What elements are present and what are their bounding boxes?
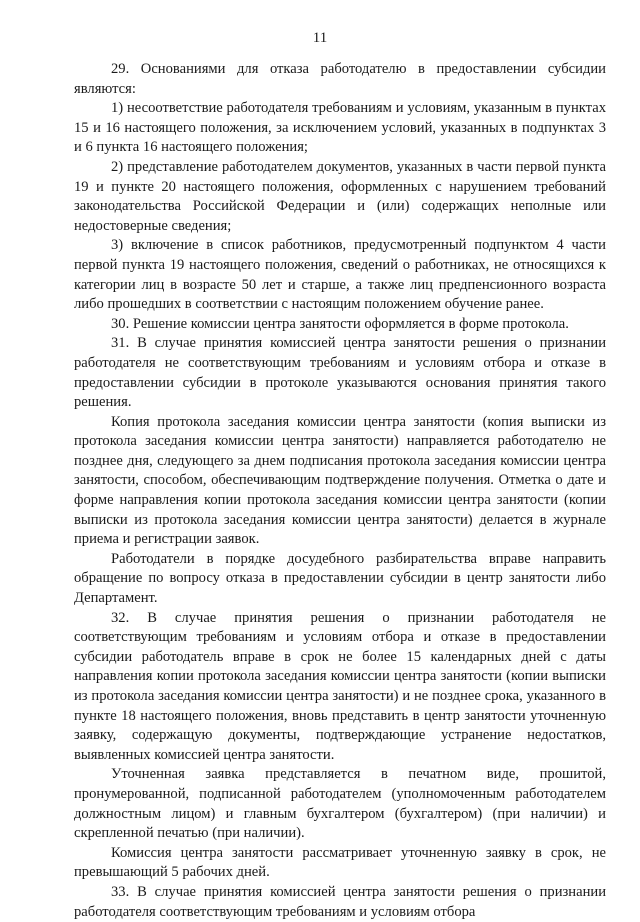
paragraph-29-item-3: 3) включение в список работников, предусмотренный подпунктом 4 части первой пункта 19 настоящего положения, сведений о работниках, не относящихся к категории лиц в возрасте 50 лет и старше, а также лиц предпенсионного возраста либо прошедших в соответствии с настоящим положением обучение ранее.: [74, 237, 606, 313]
paragraph-32-review-term: Комиссия центра занятости рассматривает уточненную заявку в срок, не превышающий 5 рабочих дней.: [74, 844, 606, 881]
paragraph-31-appeal: Работодатели в порядке досудебного разбирательства вправе направить обращение по вопросу отказа в предоставлении субсидии в центр занятости либо Департамент.: [74, 550, 606, 607]
paragraph-31-protocol-copy: Копия протокола заседания комиссии центра занятости (копия выписки из протокола заседания комиссии центра занятости) направляется работодателю не позднее дня, следующего за днем подписания протокола заседания комиссии центра занятости, способом, обеспечивающим подтверждение получения. Отметка о дате и форме направления копии протокола заседания комиссии центра занятости (копии выписки из протокола заседания комиссии центра занятости) делается в журнале приема и регистрации заявок.: [74, 413, 606, 548]
paragraph-32: 32. В случае принятия решения о признании работодателя не соответствующим требованиям и условиям отбора и отказе в предоставлении субсидии работодатель вправе в срок не более 15 календарных дней с даты направления копии протокола заседания комиссии центра занятости (копии выписки из протокола заседания комиссии центра занятости) и не позднее срока, указанного в пункте 18 настоящего положения, вновь представить в центр занятости уточненную заявку, содержащую документы, подтверждающие устранение недостатков, выявленных комиссией центра занятости.: [74, 609, 606, 763]
paragraph-29-item-2: 2) представление работодателем документов, указанных в части первой пункта 19 и пункте 20 настоящего положения, оформленных с нарушением требований законодательства Российской Федерации и (или) содержащих неполные или недостоверные сведения;: [74, 158, 606, 234]
page-number: 11: [312, 30, 328, 46]
paragraph-29-item-1: 1) несоответствие работодателя требованиям и условиям, указанным в пунктах 15 и 16 настоящего положения, за исключением условий, указанных в подпунктах 3 и 6 пункта 16 настоящего положения;: [74, 100, 606, 156]
paragraph-32-refined-application: Уточненная заявка представляется в печатном виде, прошитой, пронумерованной, подписанной работодателем (уполномоченным работодателем должностным лицом) и главным бухгалтером (бухгалтером) (при наличии) и скрепленной печатью (при наличии).: [74, 766, 606, 842]
paragraph-31: 31. В случае принятия комиссией центра занятости решения о признании работодателя не соответствующим требованиям и условиям отбора и отказе в предоставлении субсидии в протоколе указываются основания принятия такого решения.: [74, 335, 606, 411]
paragraph-29: 29. Основаниями для отказа работодателю в предоставлении субсидии являются:: [74, 61, 606, 97]
document-body: [74, 60, 606, 922]
paragraph-30: 30. Решение комиссии центра занятости оформляется в форме протокола.: [111, 315, 569, 332]
paragraph-33: 33. В случае принятия комиссией центра занятости решения о признании работодателя соответствующим требованиям и условиям отбора: [74, 883, 606, 920]
